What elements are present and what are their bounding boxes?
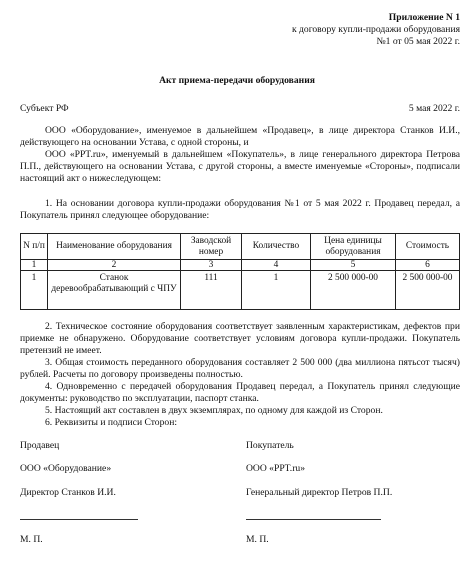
intro-buyer-paragraph: ООО «PPT.ru», именуемый в дальнейшем «Покупатель», в лице генерального директора Петрова П.П., действующего на основании Устава, с другой стороны, а вместе именуемые «Стороны», подписали настоящий акт о нижеследующем:: [20, 149, 460, 184]
row-quantity: 1: [242, 271, 311, 310]
clause-1: 1. На основании договора купли-продажи оборудования №1 от 5 мая 2022 г. Продавец передал, а Покупатель принял следующее оборудование:: [20, 198, 460, 221]
buyer-label: Покупатель: [246, 440, 294, 451]
seller-signature-line: [20, 519, 138, 520]
row-unit-price: 2 500 000-00: [311, 271, 396, 310]
header-cell-quantity: Количество: [242, 234, 311, 260]
intro-seller-paragraph: ООО «Оборудование», именуемое в дальнейшем «Продавец», в лице директора Станков И.И., действующего на основании Устава, с одной стороны, и: [20, 125, 460, 148]
row-serial-number: 111: [181, 271, 242, 310]
clause-2: 2. Техническое состояние оборудования соответствует заявленным характеристикам, дефектов при приемке не обнаружено. Оборудование соответствует условиям договора купли-продажи. Покупатель претензий не имеет.: [20, 321, 460, 356]
seller-label: Продавец: [20, 440, 60, 451]
buyer-signer: Генеральный директор Петров П.П.: [246, 487, 393, 498]
numbering-cell: 3: [181, 260, 242, 271]
row-total-cost: 2 500 000-00: [396, 271, 460, 310]
row-number: 1: [21, 271, 48, 310]
place-label: Субъект РФ: [20, 103, 69, 114]
header-cell-unit-price: Цена единицы оборудования: [311, 234, 396, 260]
appendix-title: Приложение N 1: [388, 12, 460, 23]
document-title: Акт приема-передачи оборудования: [159, 75, 315, 86]
clause-5: 5. Настоящий акт составлен в двух экземплярах, по одному для каждой из Сторон.: [45, 405, 383, 416]
header-cell-serial: Заводской номер: [181, 234, 242, 260]
numbering-cell: 1: [21, 260, 48, 271]
header-cell-number: N п/п: [21, 234, 48, 260]
row-equipment-name: Станок деревообрабатывающий с ЧПУ: [48, 271, 181, 310]
table-numbering-row: [21, 260, 460, 271]
buyer-stamp-label: М. П.: [246, 534, 269, 545]
document-date: 5 мая 2022 г.: [408, 103, 460, 114]
appendix-contract-number: №1 от 05 мая 2022 г.: [376, 36, 460, 47]
numbering-cell: 5: [311, 260, 396, 271]
equipment-table: [20, 233, 460, 310]
header-cell-name: Наименование оборудования: [48, 234, 181, 260]
seller-signer: Директор Станков И.И.: [20, 487, 116, 498]
clause-6: 6. Реквизиты и подписи Сторон:: [45, 417, 178, 428]
table-row: [21, 271, 460, 310]
numbering-cell: 6: [396, 260, 460, 271]
seller-organization: ООО «Оборудование»: [20, 463, 112, 474]
numbering-cell: 4: [242, 260, 311, 271]
table-header-row: [21, 234, 460, 260]
header-cell-total: Стоимость: [396, 234, 460, 260]
seller-stamp-label: М. П.: [20, 534, 43, 545]
buyer-signature-line: [246, 519, 381, 520]
clause-3: 3. Общая стоимость переданного оборудования составляет 2 500 000 (два миллиона пятьсот тысяч) рублей. Расчеты по договору произведены полностью.: [20, 357, 460, 380]
clause-4: 4. Одновременно с передачей оборудования Продавец передал, а Покупатель принял следующие документы: руководство по эксплуатации, паспорт станка.: [20, 381, 460, 404]
numbering-cell: 2: [48, 260, 181, 271]
buyer-organization: ООО «PPT.ru»: [246, 463, 305, 474]
appendix-contract: к договору купли-продажи оборудования: [291, 24, 460, 35]
